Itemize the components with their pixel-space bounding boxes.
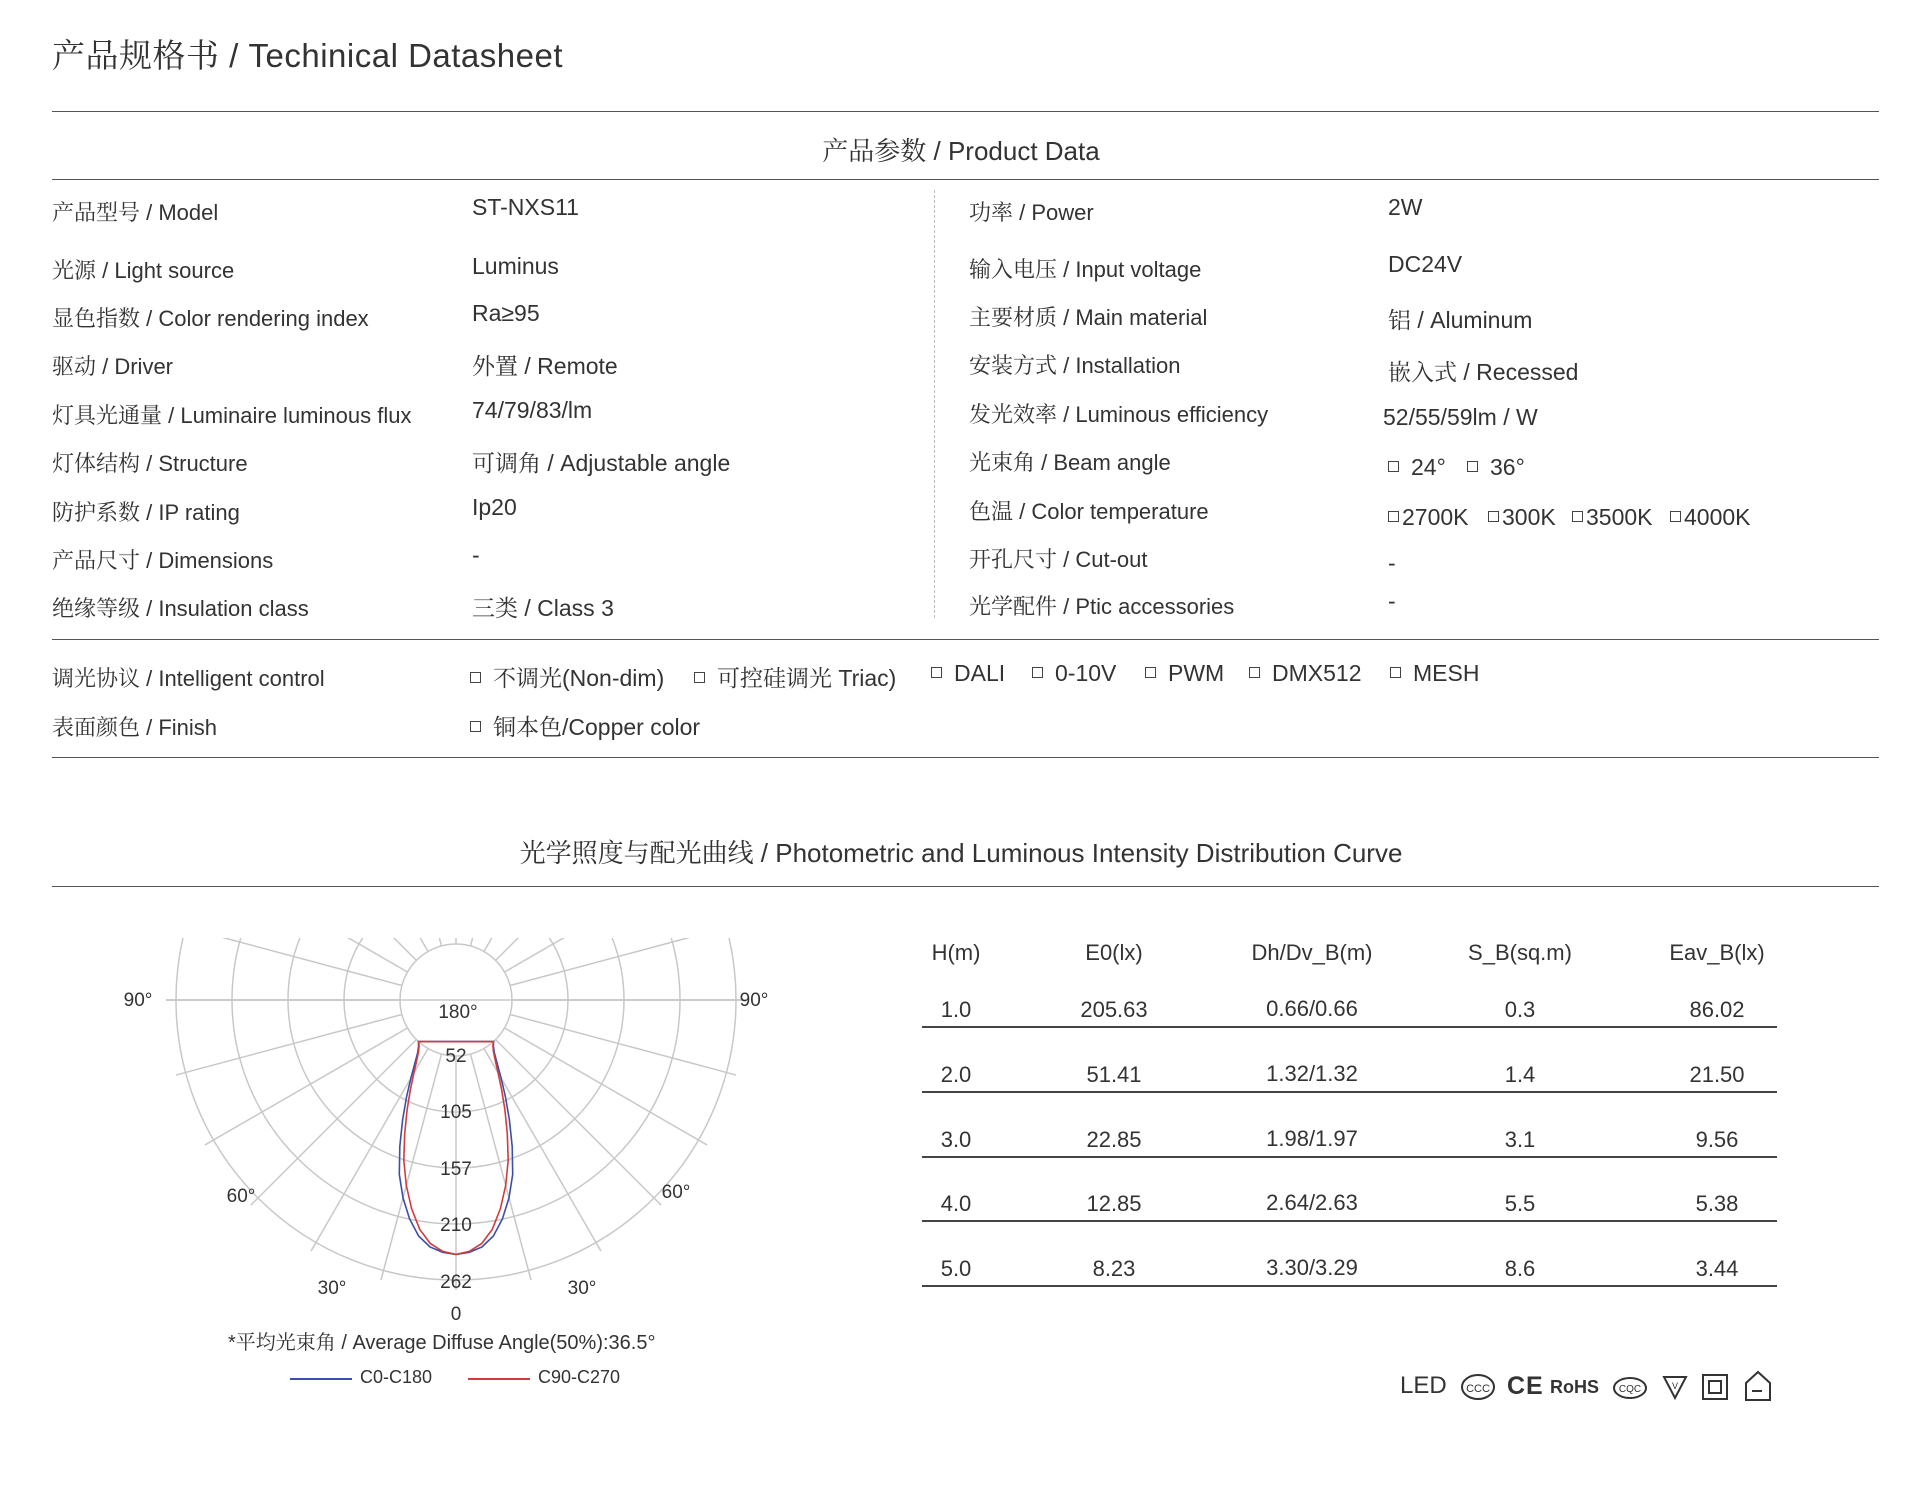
checkbox-icon [1249,667,1260,678]
checkbox-icon [470,721,481,732]
indoor-use-icon [1742,1369,1774,1403]
divider [52,179,1879,180]
polar-spoke [496,930,661,960]
table-cell: 22.85 [1086,1127,1142,1152]
table-cell: 0.3 [1504,997,1536,1022]
table-cell: 86.02 [1689,997,1745,1022]
checkbox-icon [1488,511,1499,522]
table-cell: 1.4 [1504,1062,1536,1087]
table-cell: 1.0 [940,997,972,1022]
spec-label-beam-angle: 光束角 / Beam angle [969,450,1171,475]
control-option-dmx512[interactable]: DMX512 [1249,660,1361,687]
checkbox-icon [1467,461,1478,472]
checkbox-icon [1388,511,1399,522]
spec-label-cut-out: 开孔尺寸 / Cut-out [969,547,1148,572]
polar-spoke [251,1040,416,1205]
cct-option-2700k[interactable]: 2700K [1388,504,1469,531]
table-header: E0(lx) [1085,940,1143,965]
table-header: S_B(sq.m) [1468,940,1572,965]
table-header: H(m) [931,940,981,965]
checkbox-icon [1388,461,1399,472]
polar-spoke [484,930,601,952]
svg-text:CCC: CCC [1466,1383,1490,1395]
radial-tick-label: 262 [440,1272,472,1293]
table-row-divider [922,1091,1777,1093]
divider [52,111,1879,112]
checkbox-icon [931,667,942,678]
spec-label-dimensions: 产品尺寸 / Dimensions [52,548,274,573]
spec-value-luminous-efficiency: 52/55/59lm / W [1383,404,1538,430]
checkbox-icon [1390,667,1401,678]
table-cell: 8.23 [1092,1256,1136,1281]
spec-label-power: 功率 / Power [969,200,1094,225]
beam-angle-option-36[interactable]: 36° [1467,454,1525,481]
legend-label-c90-c270: C90-C270 [538,1367,621,1387]
led-mark: LED [1400,1372,1447,1399]
spec-label-light-source: 光源 / Light source [52,258,235,283]
checkbox-icon [470,672,481,683]
polar-spoke [496,1040,661,1205]
spec-label-cri: 显色指数 / Color rendering index [52,306,369,331]
polar-spoke [251,930,416,960]
table-row-divider [922,1220,1777,1222]
spec-label-insulation: 绝缘等级 / Insulation class [52,596,309,621]
angle-label-60-left: 60° [226,1186,256,1207]
polar-spoke [311,930,428,952]
table-row-divider [922,1156,1777,1158]
vde-mark-icon [1662,1374,1688,1402]
spec-value-input-voltage: DC24V [1388,251,1463,277]
ccc-mark-icon [1460,1372,1496,1402]
table-cell: 4.0 [940,1191,972,1216]
spec-value-cri: Ra≥95 [472,300,540,326]
control-option-non-dim[interactable]: 不调光(Non-dim) [470,660,664,693]
checkbox-icon [694,672,705,683]
angle-label-60-right: 60° [661,1182,691,1203]
legend-swatch-c0-c180 [290,1378,352,1380]
table-cell: 5.5 [1504,1191,1536,1216]
photometric-title: 光学照度与配光曲线 / Photometric and Luminous Intensity Distribution Curve [519,838,1403,868]
angle-label-90-right: 90° [739,990,769,1011]
svg-text:V: V [1671,1381,1679,1391]
table-cell: 2.64/2.63 [1266,1190,1358,1215]
control-option-triac[interactable]: 可控硅调光 Triac) [694,660,896,693]
cct-option-300k[interactable]: 300K [1488,504,1556,531]
spec-label-ip-rating: 防护系数 / IP rating [52,500,240,525]
spec-value-driver: 外置 / Remote [472,353,618,379]
spec-value-main-material: 铝 / Aluminum [1388,307,1533,333]
divider [52,886,1879,887]
table-cell: 2.0 [940,1062,972,1087]
table-cell: 0.66/0.66 [1266,996,1358,1021]
spec-value-cut-out: - [1388,550,1396,576]
ce-mark: CE [1507,1372,1544,1400]
table-cell: 12.85 [1086,1191,1142,1216]
control-option-pwm[interactable]: PWM [1145,660,1224,687]
radial-tick-label: 157 [440,1159,472,1180]
radial-tick-label: 105 [440,1102,472,1123]
class-ii-icon [1700,1372,1730,1402]
table-cell: 21.50 [1689,1062,1745,1087]
checkbox-icon [1572,511,1583,522]
spec-label-driver: 驱动 / Driver [52,354,174,379]
document-title: 产品规格书 / Techinical Datasheet [52,37,564,74]
table-cell: 3.44 [1695,1256,1739,1281]
table-cell: 51.41 [1086,1062,1142,1087]
table-cell: 3.0 [940,1127,972,1152]
spec-label-installation: 安装方式 / Installation [969,353,1181,378]
angle-label-180: 180° [438,1002,478,1023]
spec-label-input-voltage: 输入电压 / Input voltage [969,257,1202,282]
average-diffuse-angle-note: *平均光束角 / Average Diffuse Angle(50%):36.5° [228,1332,656,1354]
table-cell: 9.56 [1695,1127,1739,1152]
spec-label-color-temperature: 色温 / Color temperature [969,499,1209,524]
checkbox-icon [1032,667,1043,678]
control-option-dali[interactable]: DALI [931,660,1005,687]
spec-value-light-source: Luminus [472,253,559,279]
rohs-mark: RoHS [1550,1377,1599,1397]
spec-value-dimensions: - [472,542,480,568]
cct-option-4000k[interactable]: 4000K [1670,504,1751,531]
angle-label-30-left: 30° [317,1278,347,1299]
control-option-mesh[interactable]: MESH [1390,660,1479,687]
checkbox-icon [1670,511,1681,522]
spec-label-luminous-efficiency: 发光效率 / Luminous efficiency [969,402,1269,427]
finish-option-copper[interactable]: 铜本色/Copper color [470,709,700,742]
table-cell: 1.98/1.97 [1266,1126,1358,1151]
spec-label-luminous-flux: 灯具光通量 / Luminaire luminous flux [52,403,412,428]
legend-label-c0-c180: C0-C180 [360,1367,433,1387]
spec-value-luminous-flux: 74/79/83/lm [472,397,593,423]
finish-label: 表面颜色 / Finish [52,715,218,740]
polar-spoke [470,930,531,946]
cct-option-3500k[interactable]: 3500K [1572,504,1653,531]
legend-swatch-c90-c270 [468,1378,530,1380]
table-header: Eav_B(lx) [1669,940,1765,965]
spec-value-model: ST-NXS11 [472,194,579,220]
table-cell: 3.1 [1504,1127,1536,1152]
svg-text:CQC: CQC [1618,1384,1642,1395]
table-cell: 5.0 [940,1256,972,1281]
polar-spoke [205,1028,408,1145]
table-cell: 5.38 [1695,1191,1739,1216]
table-row-divider [922,1026,1777,1028]
spec-value-ip-rating: Ip20 [472,494,517,520]
checkbox-icon [1145,667,1156,678]
cqc-mark-icon [1612,1375,1648,1401]
radial-tick-label: 0 [450,1304,462,1325]
spec-label-model: 产品型号 / Model [52,200,219,225]
angle-label-30-right: 30° [567,1278,597,1299]
spec-label-structure: 灯体结构 / Structure [52,451,248,476]
polar-spoke [510,1014,736,1075]
spec-value-insulation: 三类 / Class 3 [472,595,614,621]
control-label: 调光协议 / Intelligent control [52,666,325,691]
table-row-divider [922,1285,1777,1287]
table-header: Dh/Dv_B(m) [1251,940,1373,965]
beam-angle-option-24[interactable]: 24° [1388,454,1446,481]
spec-value-optic-accessories: - [1388,588,1396,614]
table-cell: 1.32/1.32 [1266,1061,1358,1086]
spec-label-optic-accessories: 光学配件 / Ptic accessories [969,594,1235,619]
polar-spoke [381,930,442,946]
spec-value-installation: 嵌入式 / Recessed [1388,359,1579,385]
spec-value-power: 2W [1388,194,1423,220]
spec-label-main-material: 主要材质 / Main material [969,305,1208,330]
divider [52,757,1879,758]
table-cell: 8.6 [1504,1256,1536,1281]
table-cell: 3.30/3.29 [1266,1255,1358,1280]
table-cell: 205.63 [1080,997,1148,1022]
divider [52,639,1879,640]
control-option-0-10v[interactable]: 0-10V [1032,660,1116,687]
spec-value-structure: 可调角 / Adjustable angle [472,450,731,476]
column-separator [934,190,935,618]
polar-spoke [176,1014,402,1075]
radial-tick-label: 210 [440,1215,472,1236]
product-data-title: 产品参数 / Product Data [822,136,1100,166]
polar-spoke [504,1028,707,1145]
angle-label-90-left: 90° [123,990,153,1011]
polar-distribution-chart [100,930,820,1330]
radial-tick-label: 52 [445,1046,467,1067]
